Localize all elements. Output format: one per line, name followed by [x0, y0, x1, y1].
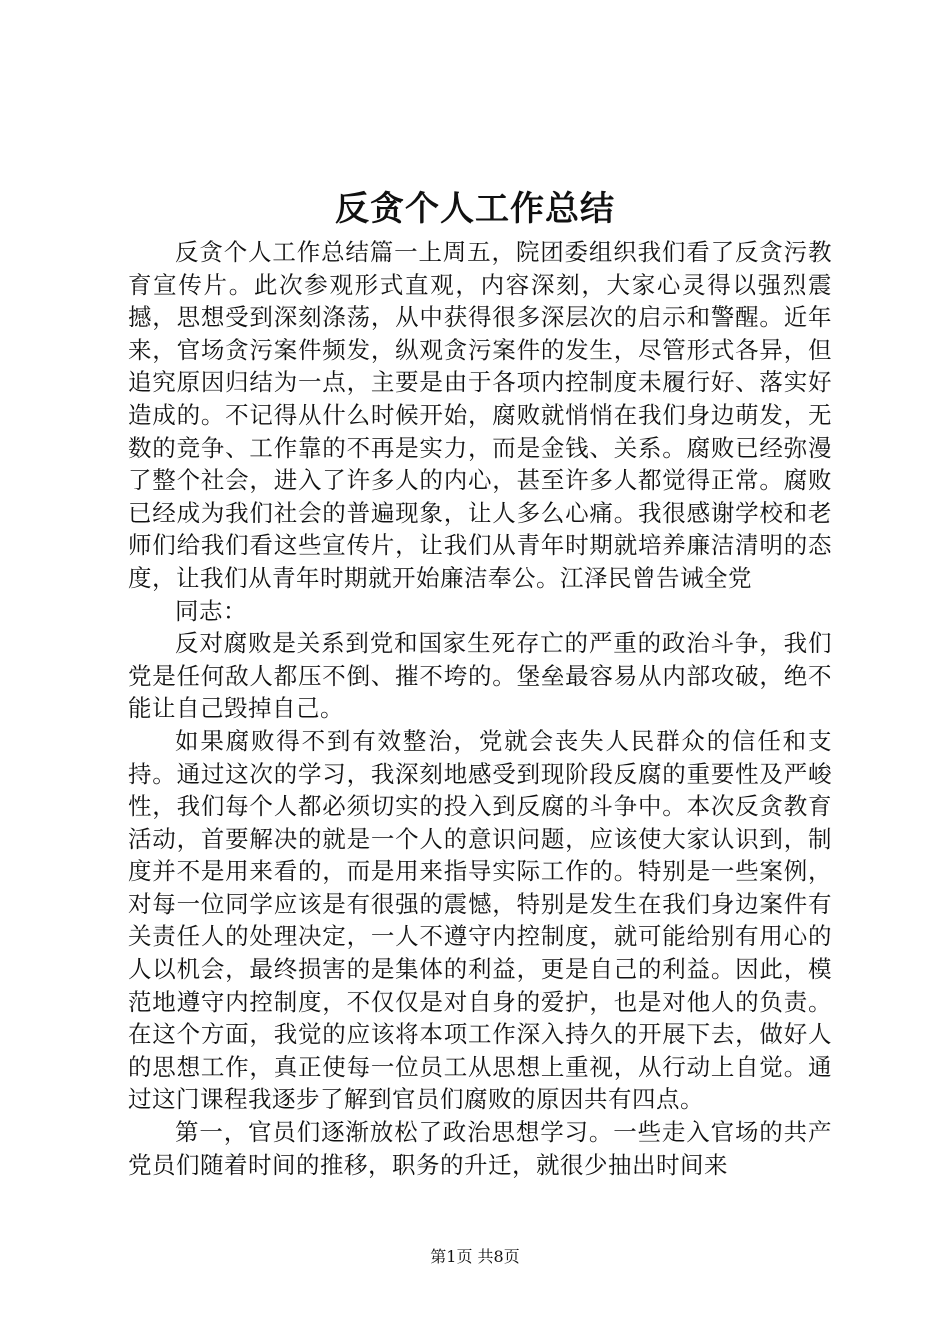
- paragraph: 同志：: [175, 596, 247, 625]
- document-title: 反贪个人工作总结: [335, 189, 615, 229]
- paragraph: 反贪个人工作总结篇一上周五，院团委组织我们看了反贪污教育宣传片。此次参观形式直观，内容深刻，大家心灵得以强烈震撼，思想受到深刻涤荡，从中获得很多深层次的启示和警醒。近年来，官场贪污案件频发，纵观贪污案件的发生，尽管形式各异，但追究原因归结为一点，主要是由于各项内控制度未履行好、落实好造成的。不记得从什么时候开始，腐败就悄悄在我们身边萌发，无数的竞争、工作靠的不再是实力，而是金钱、关系。腐败已经弥漫了整个社会，进入了许多人的内心，甚至许多人都觉得正常。腐败已经成为我们社会的普遍现象，让人多么心痛。我很感谢学校和老师们给我们看这些宣传片，让我们从青年时期就培养廉洁清明的态度，让我们从青年时期就开始廉洁奉公。江泽民曾告诫全党: [128, 238, 832, 592]
- document-body: [128, 236, 832, 1181]
- paragraph: 反对腐败是关系到党和国家生死存亡的严重的政治斗争，我们党是任何敌人都压不倒、摧不垮的。堡垒最容易从内部攻破，绝不能让自己毁掉自己。: [128, 629, 832, 723]
- paragraph: 如果腐败得不到有效整治，党就会丧失人民群众的信任和支持。通过这次的学习，我深刻地感受到现阶段反腐的重要性及严峻性，我们每个人都必须切实的投入到反腐的斗争中。本次反贪教育活动，首要解决的就是一个人的意识问题，应该使大家认识到，制度并不是用来看的，而是用来指导实际工作的。特别是一些案例，对每一位同学应该是有很强的震憾，特别是发生在我们身边案件有关责任人的处理决定，一人不遵守内控制度，就可能给别有用心的人以机会，最终损害的是集体的利益，更是自己的利益。因此，模范地遵守内控制度，不仅仅是对自身的爱护，也是对他人的负责。在这个方面，我觉的应该将本项工作深入持久的开展下去，做好人的思想工作，真正使每一位员工从思想上重视，从行动上自觉。通过这门课程我逐步了解到官员们腐败的原因共有四点。: [128, 726, 832, 1114]
- page-number: 第1页 共8页: [430, 1247, 520, 1266]
- paragraph: 第一，官员们逐渐放松了政治思想学习。一些走入官场的共产党员们随着时间的推移，职务的升迁，就很少抽出时间来: [128, 1118, 832, 1179]
